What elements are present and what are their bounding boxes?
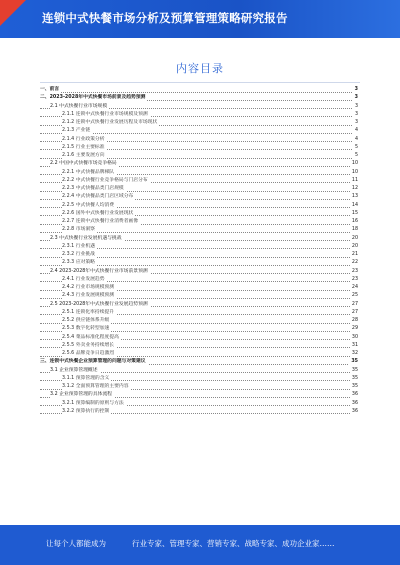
toc-entry-page: 36 (350, 408, 358, 416)
toc-entry[interactable] (40, 259, 358, 267)
toc-entry-label: 一、前言 (40, 86, 61, 94)
toc-entry-page: 32 (350, 350, 358, 358)
toc-entry[interactable] (40, 111, 358, 119)
toc-entry[interactable] (40, 309, 358, 317)
toc-entry-label: 3.2.2 预算执行的控制 (62, 408, 111, 416)
toc-entry-page: 15 (350, 210, 358, 218)
toc-entry-page: 12 (350, 185, 358, 193)
toc-entry-page: 13 (350, 193, 358, 201)
toc-entry-page: 4 (353, 127, 358, 135)
toc-entry-label: 2.5.4 菜品标准化程度提高 (62, 334, 121, 342)
toc-entry-label: 2.2.6 国外中式快餐行业发展现状 (62, 210, 135, 218)
toc-entry-label: 3.1.2 全面预算管理的主要内容 (62, 383, 131, 391)
toc-entry[interactable] (40, 358, 358, 366)
toc-entry-page: 29 (350, 325, 358, 333)
toc-entry-page: 35 (349, 358, 358, 366)
toc-entry[interactable] (40, 408, 358, 416)
toc-entry-page: 10 (350, 160, 358, 168)
toc-entry[interactable] (40, 218, 358, 226)
toc-entry-label: 2.2.3 中式快餐品类门店规模 (62, 185, 126, 193)
toc-entry[interactable] (40, 317, 358, 325)
toc-entry-page: 18 (350, 226, 358, 234)
footer-tagline: 行业专家、管理专家、营销专家、战略专家、成功企业家…… (132, 539, 335, 548)
toc-entry-label: 2.1.2 连锁中式快餐行业发展历程及市场现状 (62, 119, 159, 127)
toc-entry-page: 20 (350, 243, 358, 251)
toc-entry[interactable] (40, 103, 358, 111)
toc-entry[interactable] (40, 375, 358, 383)
toc-entry-label: 2.2.2 中式快餐行业竞争格局与门店分布 (62, 177, 150, 185)
toc-entry-page: 23 (350, 268, 358, 276)
toc-entry[interactable] (40, 127, 358, 135)
toc-entry[interactable] (40, 342, 358, 350)
toc-entry-page: 3 (353, 103, 358, 111)
toc-entry-label: 2.2.4 中式快餐品类门店区域分布 (62, 193, 135, 201)
toc-entry[interactable] (40, 144, 358, 152)
report-title: 连锁中式快餐市场分析及预算管理策略研究报告 (42, 11, 288, 25)
toc-entry-page: 3 (353, 86, 358, 94)
toc-entry-page: 35 (350, 383, 358, 391)
toc-entry-label: 2.2.5 中式快餐人均消费 (62, 202, 116, 210)
toc-entry[interactable] (40, 226, 358, 234)
toc-entry[interactable] (40, 119, 358, 127)
toc-entry[interactable] (40, 235, 358, 243)
toc-entry[interactable] (40, 400, 358, 408)
toc-entry-label: 2.1.3 产业链 (62, 127, 92, 135)
toc-entry[interactable] (40, 243, 358, 251)
toc-entry[interactable] (40, 276, 358, 284)
toc-entry[interactable] (40, 367, 358, 375)
toc-entry-label: 2.1 中式快餐行业市场规模 (50, 103, 109, 111)
toc-entry-label: 二、2023-2028年中式快餐市场前景及趋势预测 (40, 94, 147, 102)
toc-entry-label: 3.1.1 预算管理的含义 (62, 375, 111, 383)
toc-entry[interactable] (40, 301, 358, 309)
toc-entry-label: 2.3 中式快餐行业发展机遇与挑战 (50, 235, 124, 243)
toc-entry-page: 30 (350, 334, 358, 342)
toc-entry-label: 2.1.5 行业主要标准 (62, 144, 107, 152)
footer-banner (0, 525, 400, 565)
toc-entry-page: 35 (350, 375, 358, 383)
corner-accent (0, 0, 26, 26)
toc-entry-page: 5 (353, 152, 358, 160)
toc-entry-page: 10 (350, 169, 358, 177)
leader-dots (40, 92, 352, 93)
toc-entry-page: 16 (350, 218, 358, 226)
toc-entry-page: 36 (350, 391, 358, 399)
toc-entry-label: 2.1.4 行业政策分析 (62, 136, 107, 144)
toc-entry[interactable] (40, 193, 358, 201)
toc-entry[interactable] (40, 391, 358, 399)
toc-entry[interactable] (40, 169, 358, 177)
toc-heading: 内容目录 (176, 62, 224, 75)
toc-entry-label: 2.3.1 行业机遇 (62, 243, 97, 251)
toc-entry-page: 31 (350, 342, 358, 350)
toc-entry[interactable] (40, 383, 358, 391)
divider (40, 82, 360, 83)
toc-entry-label: 2.3.2 行业挑战 (62, 251, 97, 259)
toc-entry-page: 27 (350, 309, 358, 317)
toc-entry-page: 28 (350, 317, 358, 325)
toc-entry-label: 2.4.1 行业发展趋势 (62, 276, 107, 284)
toc-entry-page: 35 (350, 367, 358, 375)
toc-entry[interactable] (40, 251, 358, 259)
toc-entry-page: 4 (353, 136, 358, 144)
footer-slogan: 让每个人都能成为 (46, 539, 106, 548)
toc-entry-page: 27 (350, 301, 358, 309)
toc-entry[interactable] (40, 160, 358, 168)
toc-entry-label: 2.2 中国中式快餐市场竞争格局 (50, 160, 119, 168)
toc-entry-label: 3.1 企业预算管理概述 (50, 367, 100, 375)
toc-entry[interactable] (40, 334, 358, 342)
toc-entry[interactable] (40, 94, 358, 102)
toc-entry-page: 3 (353, 119, 358, 127)
toc-entry[interactable] (40, 325, 358, 333)
toc-entry[interactable] (40, 268, 358, 276)
toc-entry[interactable] (40, 136, 358, 144)
toc-entry[interactable] (40, 292, 358, 300)
toc-entry-label: 2.5.5 外卖业务持续增长 (62, 342, 116, 350)
toc-entry-page: 22 (350, 259, 358, 267)
report-header (0, 0, 400, 38)
toc-entry-page: 14 (350, 202, 358, 210)
toc-entry-label: 2.2.7 连锁中式快餐行业消费者画像 (62, 218, 140, 226)
toc-entry[interactable] (40, 177, 358, 185)
toc-entry-label: 2.1.6 主要发展方向 (62, 152, 107, 160)
toc-entry[interactable] (40, 350, 358, 358)
toc-entry[interactable] (40, 210, 358, 218)
toc-entry-page: 21 (350, 251, 358, 259)
toc-entry-label: 2.2.8 市场洞察 (62, 226, 97, 234)
table-of-contents (40, 86, 358, 416)
toc-entry[interactable] (40, 185, 358, 193)
toc-entry-page: 11 (350, 177, 358, 185)
toc-entry-label: 2.4.2 行业市场规模预测 (62, 284, 116, 292)
toc-entry-label: 2.4 2023-2028年中式快餐行业市场前景预测 (50, 268, 150, 276)
toc-entry[interactable] (40, 284, 358, 292)
toc-entry-page: 24 (350, 284, 358, 292)
toc-entry-label: 3.2 企业预算管理的具体流程 (50, 391, 114, 399)
toc-entry[interactable] (40, 152, 358, 160)
toc-entry-page: 3 (353, 111, 358, 119)
toc-entry-page: 36 (350, 400, 358, 408)
toc-entry-label: 2.3.3 应对策略 (62, 259, 97, 267)
toc-entry-label: 2.5 2023-2028年中式快餐行业发展趋势预测 (50, 301, 150, 309)
toc-entry-label: 2.5.1 连锁化率持续提升 (62, 309, 116, 317)
toc-entry-page: 25 (350, 292, 358, 300)
toc-entry-label: 三、连锁中式快餐企业预算管理的问题与对策建议 (40, 358, 148, 366)
toc-entry-page: 5 (353, 144, 358, 152)
toc-entry[interactable] (40, 86, 358, 94)
toc-entry-label: 2.2.1 中式快餐品牌梯队 (62, 169, 116, 177)
toc-entry-page: 20 (350, 235, 358, 243)
toc-entry-label: 2.1.1 连锁中式快餐行业市场规模及预测 (62, 111, 150, 119)
toc-entry-label: 2.4.3 行业发展规模预测 (62, 292, 116, 300)
toc-entry[interactable] (40, 202, 358, 210)
toc-entry-label: 2.5.2 供应链体系升级 (62, 317, 111, 325)
toc-entry-page: 3 (353, 94, 358, 102)
toc-entry-label: 2.5.3 数字化转型加速 (62, 325, 111, 333)
toc-entry-label: 3.2.1 预算编制的原则与方法 (62, 400, 126, 408)
toc-entry-page: 23 (350, 276, 358, 284)
toc-entry-label: 2.5.6 品牌竞争日趋激烈 (62, 350, 116, 358)
